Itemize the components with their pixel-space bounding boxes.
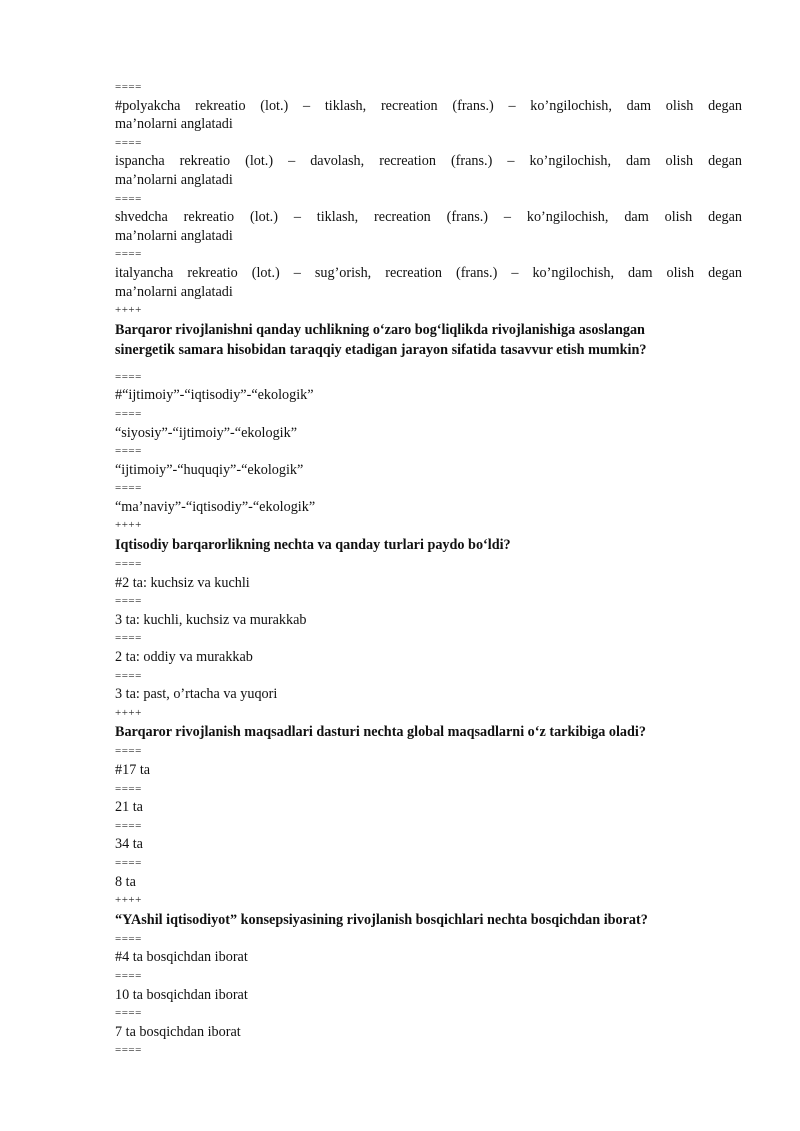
separator: ==== bbox=[115, 745, 142, 758]
answer-option: 34 ta bbox=[115, 836, 143, 853]
separator: ==== bbox=[115, 370, 142, 383]
answer-option-continuation: ma’nolarni anglatadi bbox=[115, 116, 233, 133]
document-content bbox=[115, 78, 742, 1060]
separator: ==== bbox=[115, 819, 142, 832]
answer-option: #polyakcha rekreatio (lot.) – tiklash, recreation (frans.) – ko’ngilochish, dam olish degan bbox=[115, 97, 742, 114]
answer-option: #“ijtimoiy”-“iqtisodiy”-“ekologik” bbox=[115, 387, 314, 404]
answer-option: 2 ta: oddiy va murakkab bbox=[115, 649, 253, 666]
separator: ==== bbox=[115, 136, 142, 149]
answer-option: 8 ta bbox=[115, 873, 136, 890]
answer-option: italyancha rekreatio (lot.) – sug’orish, recreation (frans.) – ko’ngilochish, dam olish degan bbox=[115, 264, 742, 281]
answer-option: “ijtimoiy”-“huquqiy”-“ekologik” bbox=[115, 461, 304, 478]
question-text: Barqaror rivojlanish maqsadlari dasturi nechta global maqsadlarni o‘z tarkibiga oladi? bbox=[115, 724, 646, 741]
separator: ==== bbox=[115, 782, 142, 795]
answer-option: #2 ta: kuchsiz va kuchli bbox=[115, 574, 250, 591]
question-separator: ++++ bbox=[115, 304, 142, 317]
answer-option-continuation: ma’nolarni anglatadi bbox=[115, 227, 233, 244]
answer-option: ispancha rekreatio (lot.) – davolash, recreation (frans.) – ko’ngilochish, dam olish degan bbox=[115, 153, 742, 170]
separator: ==== bbox=[115, 1007, 142, 1020]
separator: ==== bbox=[115, 669, 142, 682]
question-separator: ++++ bbox=[115, 894, 142, 907]
separator: ==== bbox=[115, 248, 142, 261]
separator: ==== bbox=[115, 1044, 142, 1057]
answer-option: 3 ta: kuchli, kuchsiz va murakkab bbox=[115, 611, 307, 628]
question-separator: ++++ bbox=[115, 519, 142, 532]
answer-option-continuation: ma’nolarni anglatadi bbox=[115, 171, 233, 188]
separator: ==== bbox=[115, 856, 142, 869]
separator: ==== bbox=[115, 558, 142, 571]
answer-option: #4 ta bosqichdan iborat bbox=[115, 949, 248, 966]
separator: ==== bbox=[115, 632, 142, 645]
separator: ==== bbox=[115, 445, 142, 458]
question-text: Barqaror rivojlanishni qanday uchlikning o‘zaro bog‘liqlikda rivojlanishiga asoslangan bbox=[115, 321, 645, 338]
question-text: “YAshil iqtisodiyot” konsepsiyasining rivojlanish bosqichlari nechta bosqichdan iborat? bbox=[115, 911, 648, 928]
separator: ==== bbox=[115, 932, 142, 945]
question-text: Iqtisodiy barqarorlikning nechta va qanday turlari paydo bo‘ldi? bbox=[115, 537, 511, 554]
separator: ==== bbox=[115, 81, 142, 93]
answer-option: “siyosiy”-“ijtimoiy”-“ekologik” bbox=[115, 424, 298, 441]
separator: ==== bbox=[115, 192, 142, 205]
answer-option: 3 ta: past, o’rtacha va yuqori bbox=[115, 686, 278, 703]
separator: ==== bbox=[115, 407, 142, 420]
question-separator: ++++ bbox=[115, 706, 142, 719]
answer-option: 7 ta bosqichdan iborat bbox=[115, 1023, 241, 1040]
answer-option: “ma’naviy”-“iqtisodiy”-“ekologik” bbox=[115, 498, 316, 515]
question-text-continuation: sinergetik samara hisobidan taraqqiy etadigan jarayon sifatida tasavvur etish mumkin? bbox=[115, 341, 647, 358]
separator: ==== bbox=[115, 595, 142, 608]
separator: ==== bbox=[115, 969, 142, 982]
separator: ==== bbox=[115, 482, 142, 495]
answer-option: #17 ta bbox=[115, 762, 151, 778]
answer-option: shvedcha rekreatio (lot.) – tiklash, recreation (frans.) – ko’ngilochish, dam olish degan bbox=[115, 209, 742, 226]
answer-option: 21 ta bbox=[115, 799, 143, 816]
answer-option: 10 ta bosqichdan iborat bbox=[115, 986, 248, 1003]
answer-option-continuation: ma’nolarni anglatadi bbox=[115, 283, 233, 300]
